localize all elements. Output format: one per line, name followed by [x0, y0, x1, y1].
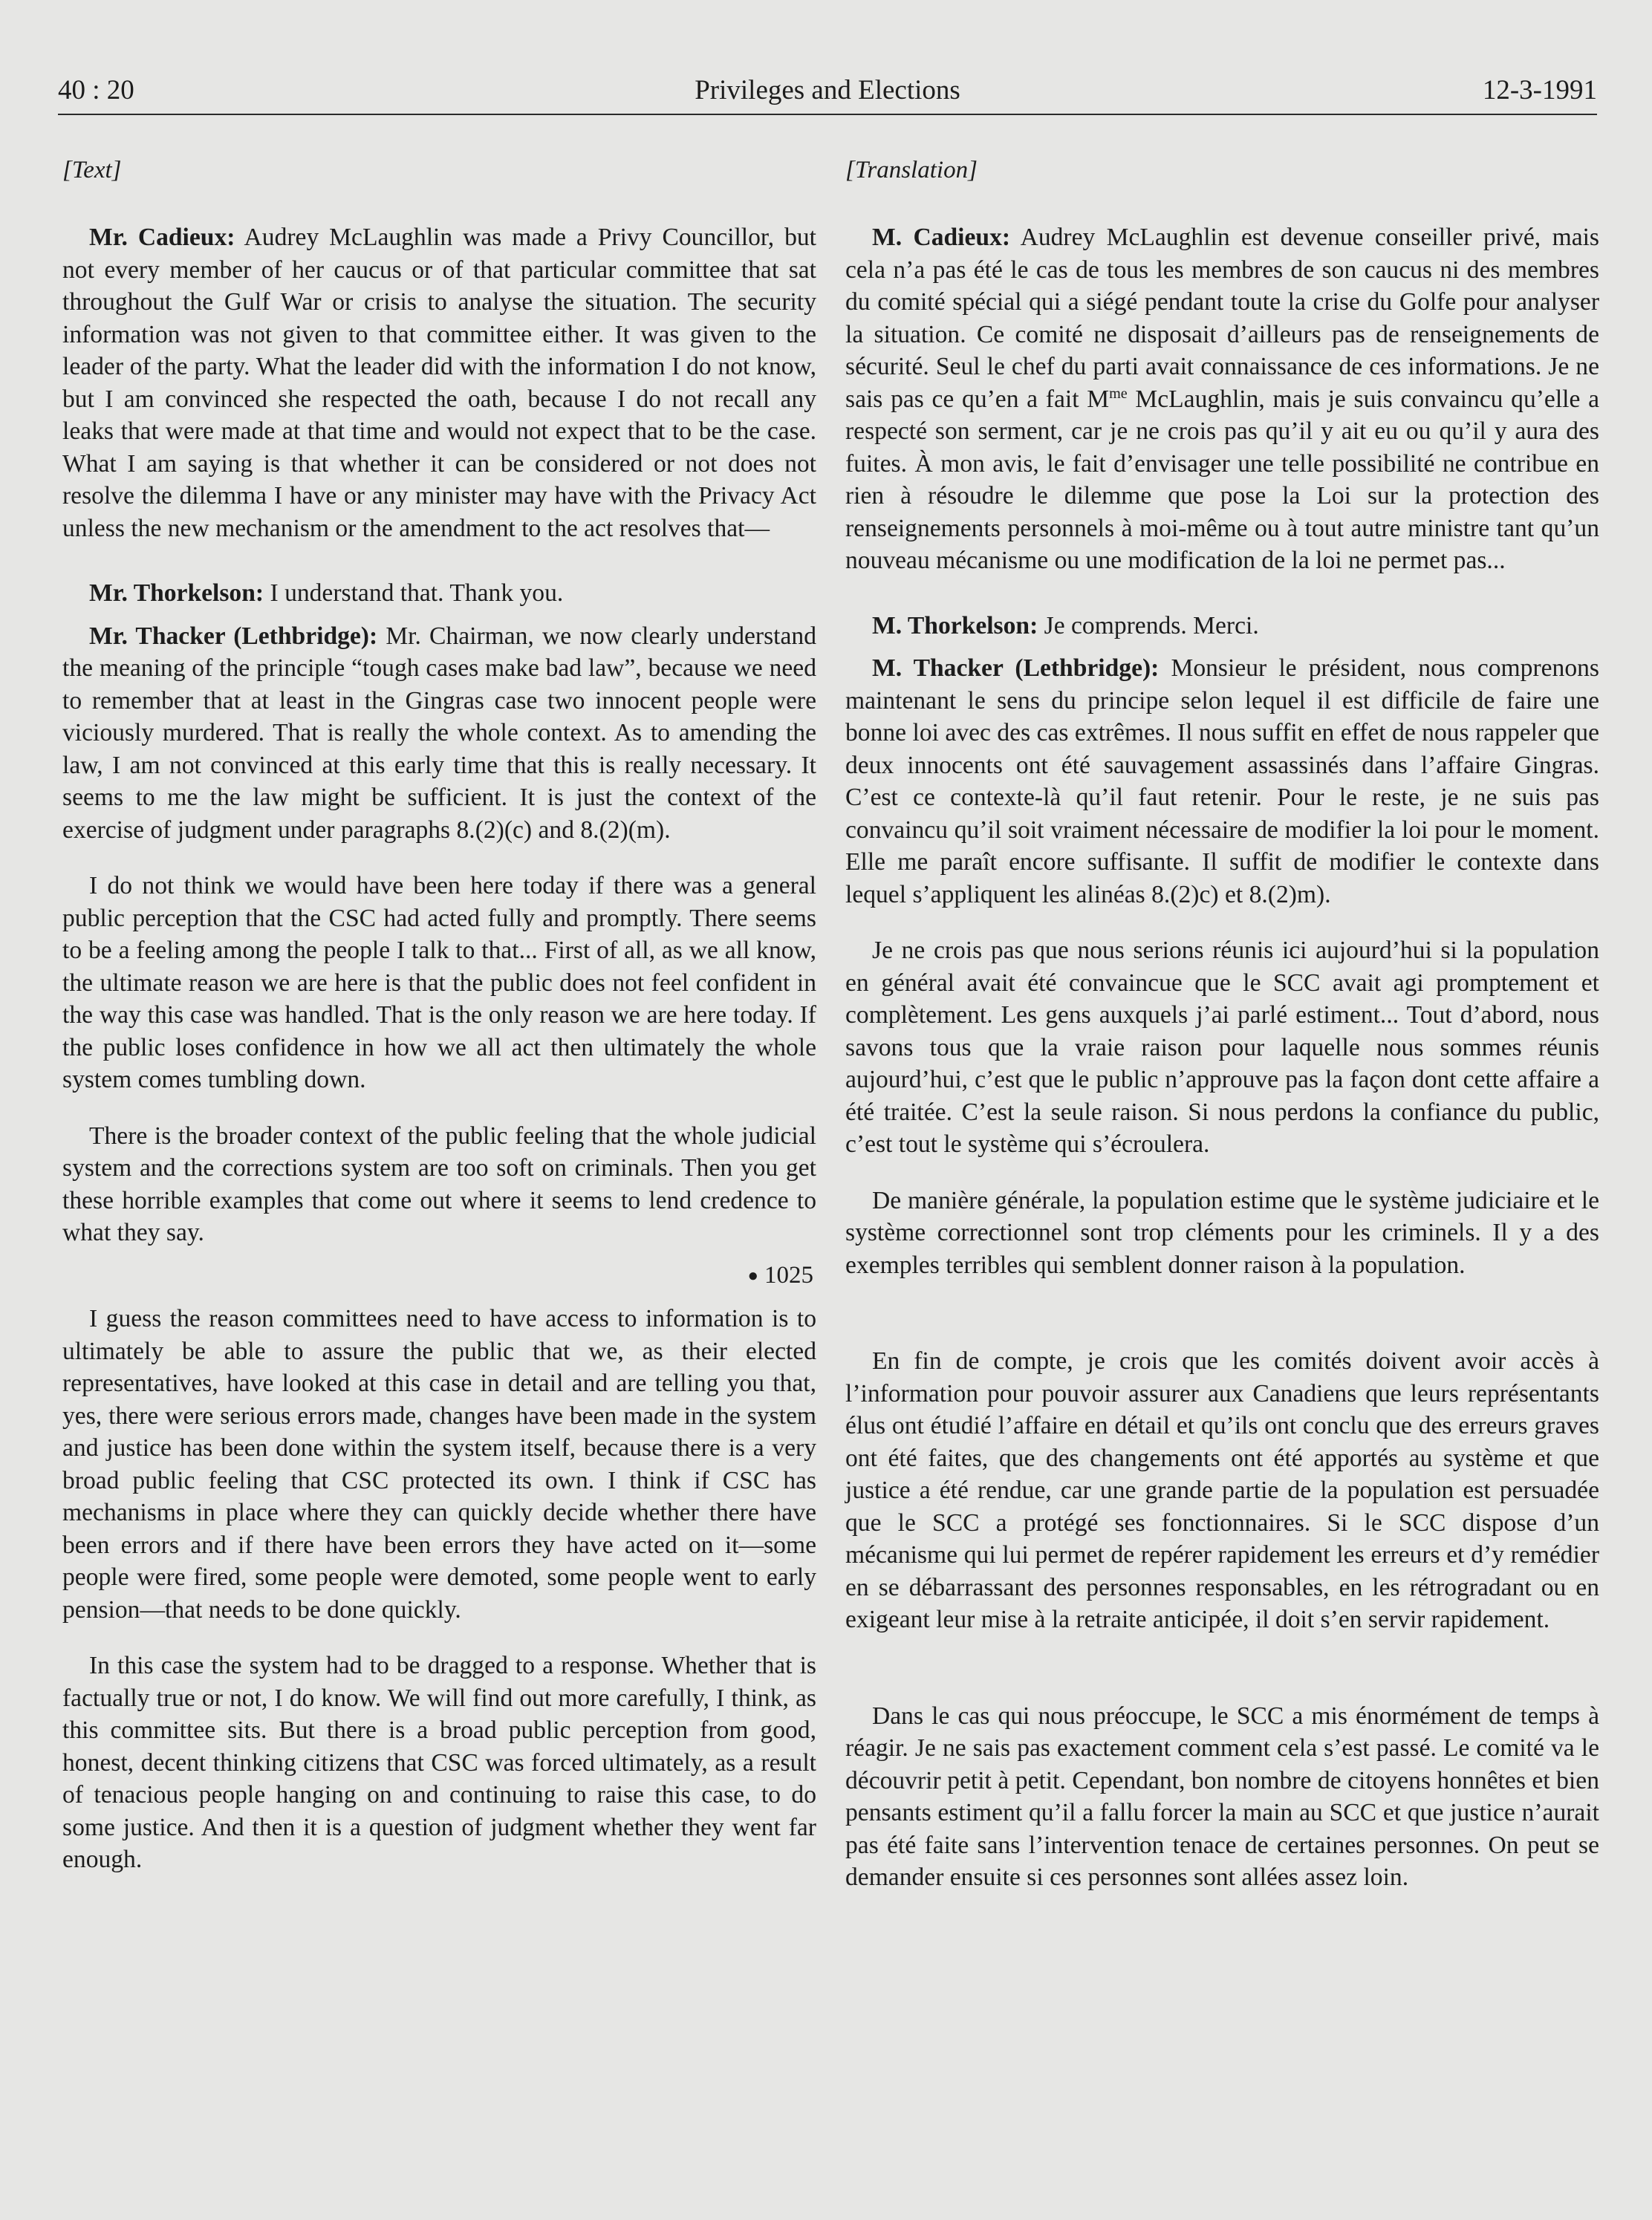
paragraph-thorkelson [62, 577, 816, 610]
paragraph-text: Je comprends. Merci. [1038, 611, 1259, 639]
paragraph-text: McLaughlin, mais je suis convaincu qu’elle a respecté son serment, car je ne crois pas qu’il y ait eu ou qu’il y aura des fuites. À mon avis, le fait d’envisager une telle possibilité ne contribue en rien à résoudre le dilemme que pose la Loi sur la protection des renseignements personnels à moi-même ou à tout autre ministre tant qu’un nouveau mécanisme ou une modification de la loi ne permet pas... [845, 385, 1599, 574]
paragraph-text: Monsieur le président, nous comprenons maintenant le sens du principe selon lequel il est difficile de faire une bonne loi avec des cas extrêmes. Il nous suffit en effet de nous rappeler que deux innocents ont été sauvagement assassinés dans l’affaire Gingras. C’est ce contexte-là qu’il faut retenir. Pour le reste, je ne suis pas convaincu qu’il soit vraiment nécessaire de modifier la loi pour le moment. Elle me paraît encore suffisante. Il suffit de modifier le contexte dans lequel s’appliquent les alinéas 8.(2)c) et 8.(2)m). [845, 654, 1599, 908]
running-title: Privileges and Elections [695, 75, 960, 105]
english-column [62, 154, 816, 1876]
header-rule [58, 114, 1597, 115]
page-header [58, 68, 1597, 113]
paragraph-text: En fin de compte, je crois que les comités doivent avoir accès à l’information pour pouvoir assurer aux Canadiens que leurs représentants élus ont étudié l’affaire en détail et qu’ils ont conclu que des erreurs graves ont été faites, que des changements ont été apportés au système et que justice a été rendue, car une grande partie de la population est persuadée que le SCC a protégé ses fonctionnaires. Si le SCC dispose d’un mécanisme qui lui permet de repérer rapidement les erreurs et d’y remédier en se débarrassant des personnes responsables, en les rétrogradant ou en exigeant leur mise à la retraite anticipée, il doit s’en servir rapidement. [845, 1347, 1599, 1633]
paragraph-thacker [62, 620, 816, 847]
speaker-name: M. Cadieux: [872, 224, 1011, 251]
paragraph-text: I understand that. Thank you. [264, 579, 564, 607]
paragraph-text: In this case the system had to be dragged to a response. Whether that is factually true or not, I do know. We will find out more carefully, I think, as this committee sits. But there is a broad public perception from good, honest, decent thinking citizens that CSC was forced ultimately, as a result of tenacious people hanging on and continuing to raise this case, to do some justice. And then it is a question of judgment whether they went far enough. [62, 1652, 816, 1874]
paragraph-text: Audrey McLaughlin est devenue conseiller privé, mais cela n’a pas été le cas de tous les membres de son caucus ni des membres du comité spécial qui a siégé pendant toute la crise du Golfe pour analyser la situation. Ce comité ne disposait d’ailleurs pas de renseignements de sécurité. Seul le chef du parti avait connaissance de ces informations. Je ne sais pas ce qu’en a fait M [845, 224, 1599, 413]
superscript: me [1109, 385, 1128, 402]
bullet-icon: ● [747, 1266, 758, 1286]
paragraph-thacker-fr [845, 652, 1599, 911]
speaker-name: Mr. Thacker (Lethbridge): [89, 622, 378, 650]
paragraph-cadieux [62, 221, 816, 544]
paragraph-text: Dans le cas qui nous préoccupe, le SCC a mis énormément de temps à réagir. Je ne sais pas exactement comment cela s’est passé. Le comité va le découvrir petit à petit. Cependant, bon nombre de citoyens honnêtes et bien pensants estiment qu’il a fallu forcer la main au SCC et que justice n’aurait pas été faite sans l’intervention tenace de certaines personnes. On peut se demander ensuite si ces personnes sont allées assez loin. [845, 1702, 1599, 1891]
paragraph-text: There is the broader context of the public feeling that the whole judicial system and the corrections system are too soft on criminals. Then you get these horrible examples that come out where it seems to lend credence to what they say. [62, 1122, 816, 1246]
time-marker [62, 1260, 816, 1293]
paragraph-text: Mr. Chairman, we now clearly understand the meaning of the principle “tough cases make bad law”, because we need to remember that at least in the Gingras case two innocent people were viciously murdered. That is really the whole context. As to amending the law, I am not convinced at this early time that this is really necessary. It seems to me the law might be sufficient. It is just the context of the exercise of judgment under paragraphs 8.(2)(c) and 8.(2)(m). [62, 622, 816, 844]
page-date: 12-3-1991 [1482, 75, 1597, 105]
speaker-name: Mr. Cadieux: [89, 224, 235, 251]
french-column [845, 154, 1599, 1894]
paragraph-cadieux-fr [845, 221, 1599, 577]
column-label-translation: [Translation] [845, 157, 978, 183]
speaker-name: Mr. Thorkelson: [89, 579, 264, 607]
speaker-name: M. Thorkelson: [872, 611, 1038, 639]
paragraph-thorkelson-fr [845, 610, 1599, 642]
paragraph-text: Audrey McLaughlin was made a Privy Councillor, but not every member of her caucus or of that particular committee that sat throughout the Gulf War or crisis to analyse the situation. The security information was not given to that committee either. It was given to the leader of the party. What the leader did with the information I do not know, but I am convinced she respected the oath, because I do not recall any leaks that were made at that time and would not expect that to be the case. What I am saying is that whether it can be considered or not does not resolve the dilemma I have or any minister may have with the Privacy Act unless the new mechanism or the amendment to the act resolves that— [62, 224, 816, 542]
time-marker-value: 1025 [764, 1261, 813, 1289]
column-label-text: [Text] [62, 157, 122, 183]
paragraph-text: I guess the reason committees need to have access to information is to ultimately be able to assure the public that we, as their elected representatives, have looked at this case in detail and are telling you that, yes, there were serious errors made, changes have been made in the system and justice has been done within the system itself, because there is a very broad public feeling that CSC protected its own. I think if CSC has mechanisms in place where they can quickly decide whether there have been errors and if there have been errors they have acted on it—some people were fired, some people were demoted, some people went to early pension—that needs to be done quickly. [62, 1305, 816, 1624]
paragraph-text: I do not think we would have been here today if there was a general public perception that the CSC had acted fully and promptly. There seems to be a feeling among the people I talk to that... First of all, as we all know, the ultimate reason we are here is that the public does not feel confident in the way this case was handled. That is the only reason we are here today. If the public loses confidence in how we all act then ultimately the whole system comes tumbling down. [62, 872, 816, 1093]
speaker-name: M. Thacker (Lethbridge): [872, 654, 1160, 682]
page-number: 40 : 20 [58, 75, 134, 105]
paragraph-text: Je ne crois pas que nous serions réunis ici aujourd’hui si la population en général avait été convaincue que le SCC avait agi promptement et complètement. Les gens auxquels j’ai parlé estiment... Tout d’abord, nous savons tous que la vraie raison pour laquelle nous sommes réunis aujourd’hui, c’est que le public n’approuve pas la façon dont cette affaire a été traitée. C’est la seule raison. Si nous perdons la confiance du public, c’est tout le système qui s’écroulera. [845, 937, 1599, 1158]
paragraph-text: De manière générale, la population estime que le système judiciaire et le système correctionnel sont trop cléments pour les criminels. Il y a des exemples terribles qui semblent donner raison à la population. [845, 1186, 1599, 1279]
